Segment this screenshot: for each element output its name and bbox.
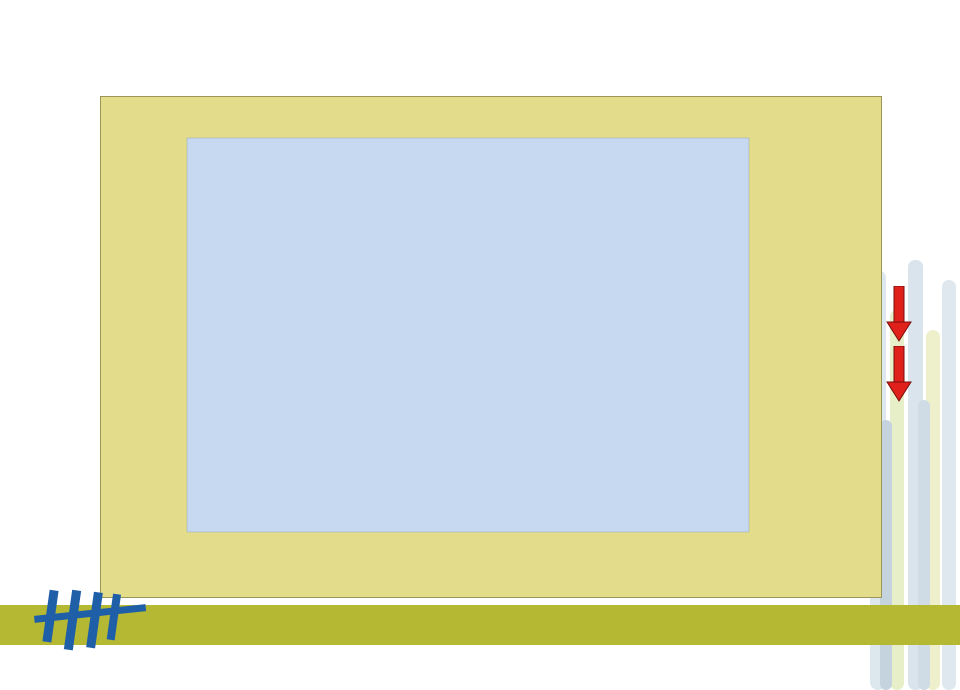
plot-area <box>187 138 749 532</box>
footer-separator <box>556 618 572 635</box>
down-arrow-icon <box>886 286 912 342</box>
chart-frame <box>100 96 882 598</box>
logo-label <box>44 572 104 586</box>
line-chart <box>101 97 883 599</box>
footer-links <box>556 614 946 640</box>
belgian-cancer-registry-logo <box>34 586 154 656</box>
down-arrow-icon <box>886 346 912 402</box>
